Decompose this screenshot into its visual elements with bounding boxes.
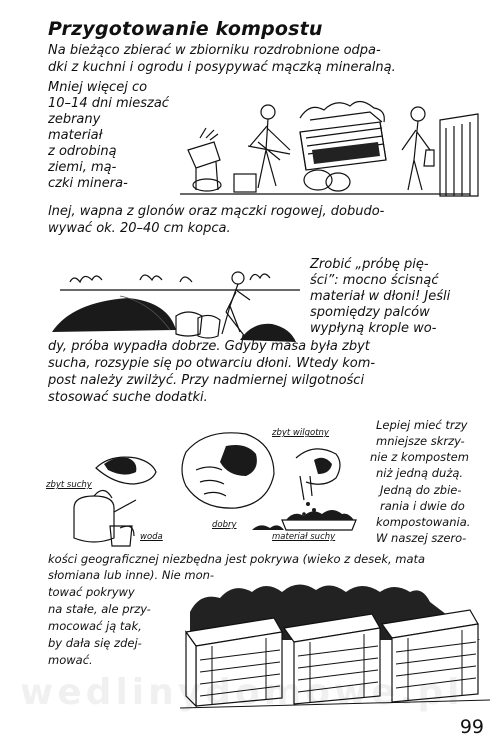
para2-narrow-line-4: spomiędzy palców <box>310 305 430 320</box>
para2-tail-line-4: stosować suche dodatki. <box>48 390 208 405</box>
para3-narrow-line-2: na stałe, ale przy- <box>48 602 151 616</box>
para2-tail-line-3: post należy zwilżyć. Przy nadmiernej wilgotności <box>48 373 365 388</box>
para1-narrow-line-3: zebrany <box>48 112 101 127</box>
side-note-line-1: Lepiej mieć trzy <box>376 418 468 432</box>
para3-full-line-1: kości geograficznej niezbędna jest pokrywa (wieko z desek, mata <box>48 552 426 566</box>
para1-narrow-line-2: 10–14 dni mieszać <box>48 96 169 111</box>
para2-narrow-line-2: ści”: mocno ścisnąć <box>310 273 439 288</box>
para3-narrow-line-5: mować. <box>48 653 93 667</box>
para1-narrow-line-4: materiał <box>48 128 103 143</box>
para1-narrow-line-7: czki minera- <box>48 176 128 191</box>
label-too-dry: zbyt suchy <box>46 480 92 490</box>
para3-full-line-2: słomiana lub inne). Nie mon- <box>48 568 215 582</box>
para3-narrow-line-4: by dała się zdej- <box>48 636 142 650</box>
para1-narrow-text-1: Mniej więcej co <box>48 80 148 95</box>
para3-narrow-line-1: tować pokrywy <box>48 585 135 599</box>
side-note-line-6: rania i dwie do <box>380 499 465 513</box>
side-note-line-4: niż jedną dużą. <box>376 466 464 480</box>
side-note-line-2: mniejsze skrzy- <box>376 434 465 448</box>
label-good: dobry <box>212 520 237 530</box>
label-water: woda <box>140 532 163 542</box>
side-note-line-8: W naszej szero- <box>376 531 467 545</box>
side-note-line-5: Jedną do zbie- <box>380 483 462 497</box>
label-dry-material: materiał suchy <box>272 532 336 542</box>
para3-narrow-line-3: mocować ją tak, <box>48 619 142 633</box>
para2-tail-line-2: sucha, rozsypie się po otwarciu dłoni. Wtedy kom- <box>48 356 376 371</box>
para1-tail-line-2: wywać ok. 20–40 cm kopca. <box>48 221 231 236</box>
para1-tail-line-1: lnej, wapna z glonów oraz mączki rogowej, dobudo- <box>48 204 385 219</box>
watermark: wedlinydomowe.pl <box>20 672 464 713</box>
para2-narrow-line-1: Zrobić „próbę pię- <box>310 257 429 272</box>
para2-narrow-line-5: wypłyną krople wo- <box>310 321 437 336</box>
label-too-wet: zbyt wilgotny <box>272 428 329 438</box>
side-note-line-3: nie z kompostem <box>370 450 469 464</box>
para1-line-1: Na bieżąco zbierać w zbiorniku rozdrobnione odpa- <box>48 43 381 58</box>
page-number: 99 <box>459 716 484 738</box>
para2-narrow-line-3: materiał w dłoni! Jeśli <box>310 289 451 304</box>
side-note-line-7: kompostowania. <box>376 515 471 529</box>
para1-line-2: dki z kuchni i ogrodu i posypywać mączką mineralną. <box>48 60 396 75</box>
para1-narrow-line-5: z odrobiną <box>48 144 117 159</box>
page-title: Przygotowanie kompostu <box>48 18 323 40</box>
para1-narrow-line-6: ziemi, mą- <box>48 160 117 175</box>
para2-tail-line-1: dy, próba wypadła dobrze. Gdyby masa była zbyt <box>48 339 370 354</box>
